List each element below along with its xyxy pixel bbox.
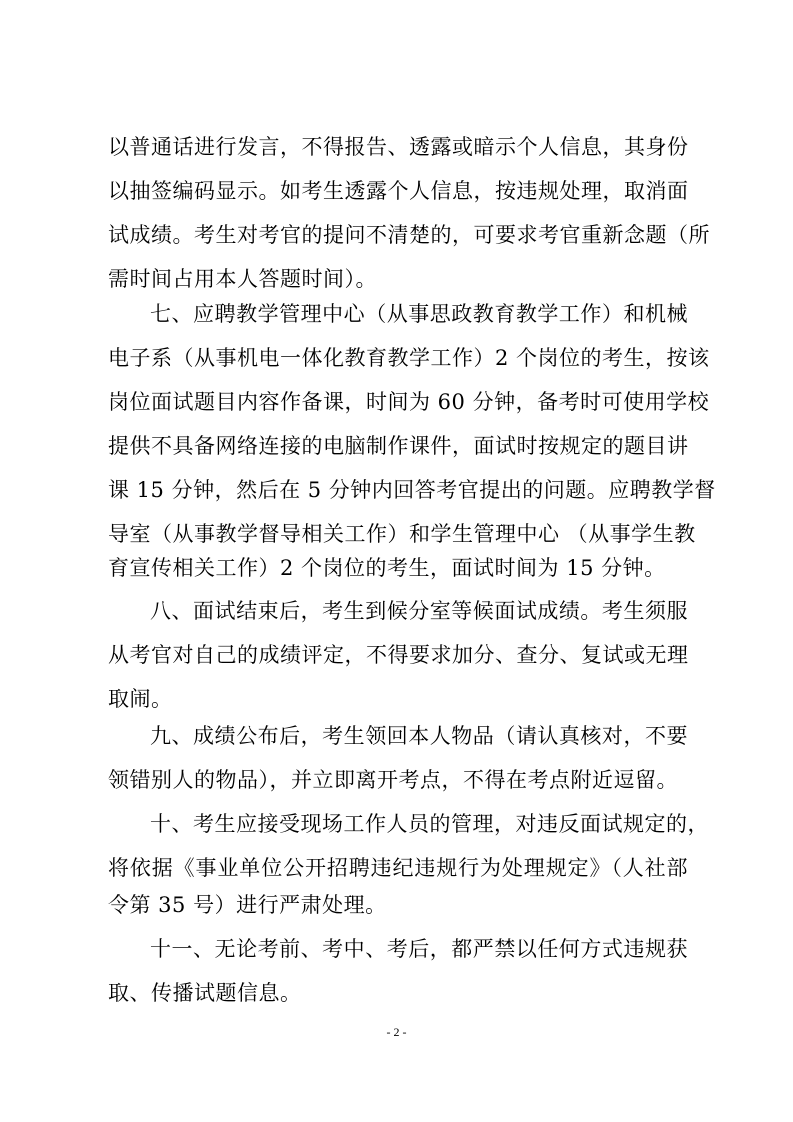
paragraph-7-line-3: 岗位面试题目内容作备课，时间为 60 分钟，备考时可使用学校 xyxy=(108,390,710,414)
paragraph-8-line-2: 从考官对自己的成绩评定，不得要求加分、查分、复试或无理 xyxy=(108,643,689,667)
paragraph-6-line-3: 以抽签编码显示。如考生透露个人信息，按违规处理，取消面 xyxy=(108,179,689,203)
paragraph-8-line-3: 取闹。 xyxy=(108,687,173,711)
paragraph-9-line-2: 领错别人的物品），并立即离开考点，不得在考点附近逗留。 xyxy=(108,768,678,792)
paragraph-11-line-1: 十一、无论考前、考中、考后，都严禁以任何方式违规获 xyxy=(150,937,688,961)
paragraph-10-line-2: 将依据《事业单位公开招聘违纪违规行为处理规定》（人社部 xyxy=(108,856,688,880)
paragraph-6-line-2: 以普通话进行发言，不得报告、透露或暗示个人信息，其身份 xyxy=(108,135,689,159)
paragraph-11-line-2: 取、传播试题信息。 xyxy=(108,981,302,1005)
paragraph-7-line-7: 育宣传相关工作）2 个岗位的考生，面试时间为 15 分钟。 xyxy=(108,556,666,580)
paragraph-10-line-1: 十、考生应接受现场工作人员的管理，对违反面试规定的， xyxy=(150,812,709,836)
paragraph-7-line-2: 电子系（从事机电一体化教育教学工作）2 个岗位的考生，按该 xyxy=(108,346,710,370)
paragraph-6-line-4: 试成绩。考生对考官的提问不清楚的，可要求考官重新念题（所 xyxy=(108,223,710,247)
page-number: - 2 - xyxy=(386,1025,407,1039)
paragraph-7-line-5: 课 15 分钟，然后在 5 分钟内回答考官提出的问题。应聘教学督 xyxy=(108,478,716,502)
paragraph-7-line-4: 提供不具备网络连接的电脑制作课件，面试时按规定的题目讲 xyxy=(108,434,689,458)
paragraph-9-line-1: 九、成绩公布后，考生领回本人物品（请认真核对，不要 xyxy=(150,724,688,748)
paragraph-7-line-1: 七、应聘教学管理中心（从事思政教育教学工作）和机械 xyxy=(150,302,688,326)
paragraph-6-line-5: 需时间占用本人答题时间）。 xyxy=(108,267,377,291)
paragraph-8-line-1: 八、面试结束后，考生到候分室等候面试成绩。考生须服 xyxy=(150,599,688,623)
paragraph-10-line-3: 令第 35 号）进行严肃处理。 xyxy=(108,893,387,917)
paragraph-7-line-6: 导室（从事教学督导相关工作）和学生管理中心 （从事学生教 xyxy=(108,522,696,546)
